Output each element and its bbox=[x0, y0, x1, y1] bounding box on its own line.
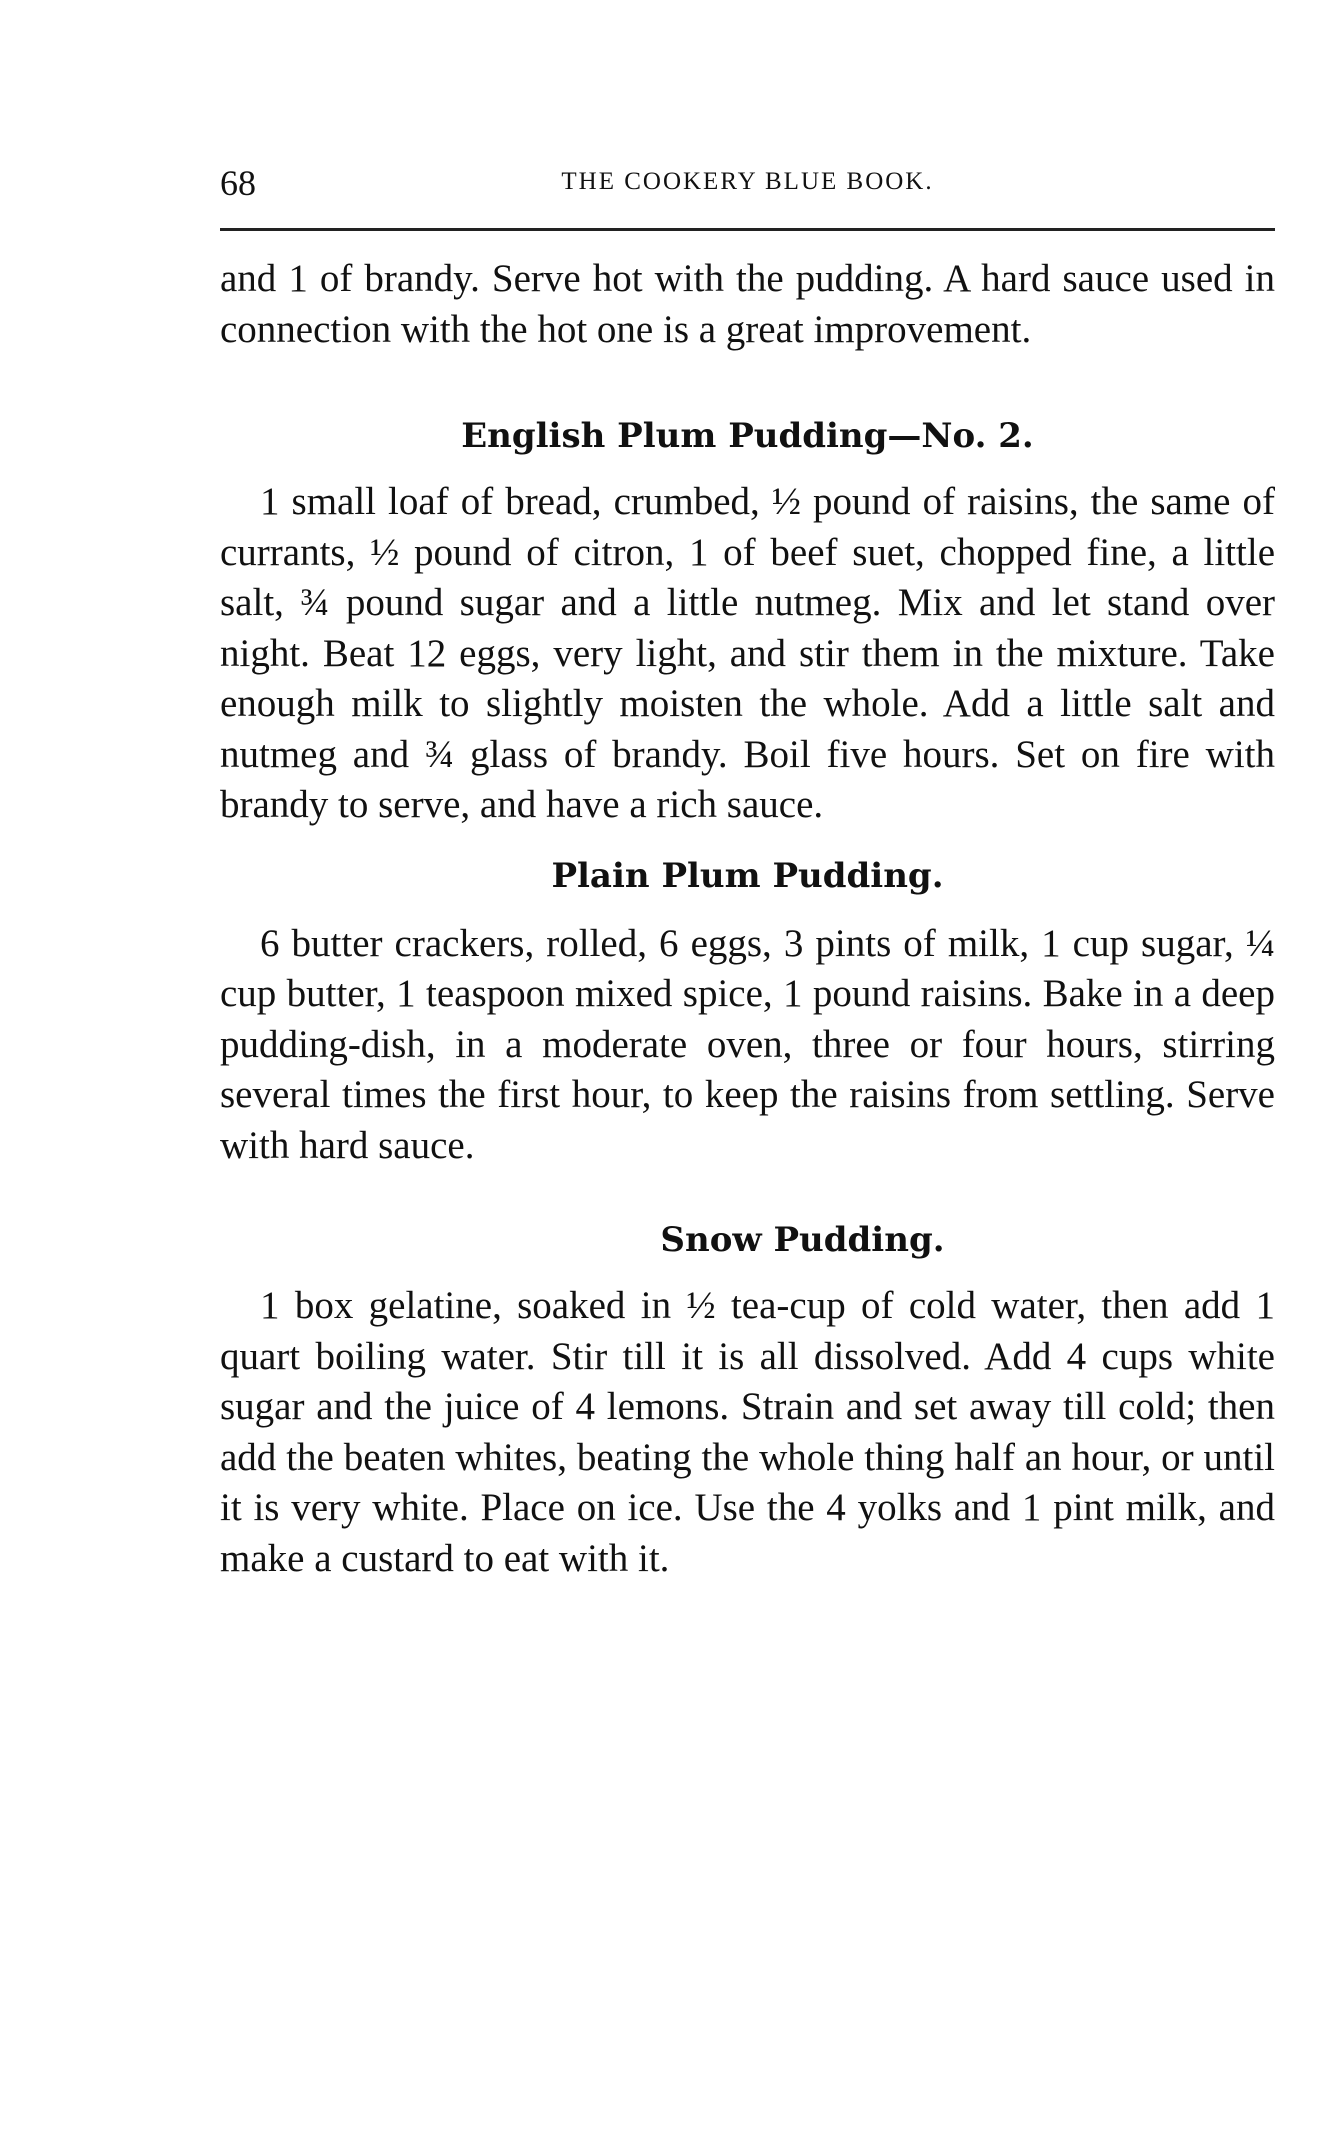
page-number: 68 bbox=[220, 163, 256, 203]
recipe-text-plain-plum-pudding: 6 butter crackers, rolled, 6 eggs, 3 pints of milk, 1 cup sugar, ¼ cup butter, 1 teaspoon mixed spice, 1 pound raisins. Bake in a deep pudding-dish, in a moderate oven, three or four hours, stirring several times the first hour, to keep the raisins from settling. Serve with hard sauce. bbox=[220, 921, 1275, 1167]
recipe-title-snow-pudding: Snow Pudding. bbox=[660, 1220, 945, 1260]
recipe-text-snow-pudding: 1 box gelatine, soaked in ½ tea-cup of cold water, then add 1 quart boiling water. Stir till it is all dissolved. Add 4 cups white sugar and the juice of 4 lemons. Strain and set away till cold; then add the beaten whites, beating the whole thing half an hour, or until it is very white. Place on ice. Use the 4 yolks and 1 pint milk, and make a custard to eat with it. bbox=[220, 1284, 1275, 1580]
running-head bbox=[220, 150, 1275, 210]
header-rule bbox=[220, 228, 1275, 231]
continuation-paragraph: and 1 of brandy. Serve hot with the pudding. A hard sauce used in connection with the hot one is a great improvement. bbox=[220, 257, 1275, 351]
book-title: THE COOKERY BLUE BOOK. bbox=[561, 168, 934, 195]
recipe-title-plain-plum-pudding: Plain Plum Pudding. bbox=[551, 855, 944, 896]
book-page bbox=[220, 150, 1275, 1580]
recipe-text-english-plum-pudding: 1 small loaf of bread, crumbed, ½ pound of raisins, the same of currants, ½ pound of citron, 1 of beef suet, chopped fine, a little salt, ¾ pound sugar and a little nutmeg. Mix and let stand over night. Beat 12 eggs, very light, and stir them in the mixture. Take enough milk to slightly moisten the whole. Add a little salt and nutmeg and ¾ glass of brandy. Boil five hours. Set on fire with brandy to serve, and have a rich sauce. bbox=[220, 480, 1275, 826]
page-content bbox=[220, 254, 1275, 1584]
recipe-title-english-plum-pudding: English Plum Pudding—No. 2. bbox=[461, 416, 1034, 456]
